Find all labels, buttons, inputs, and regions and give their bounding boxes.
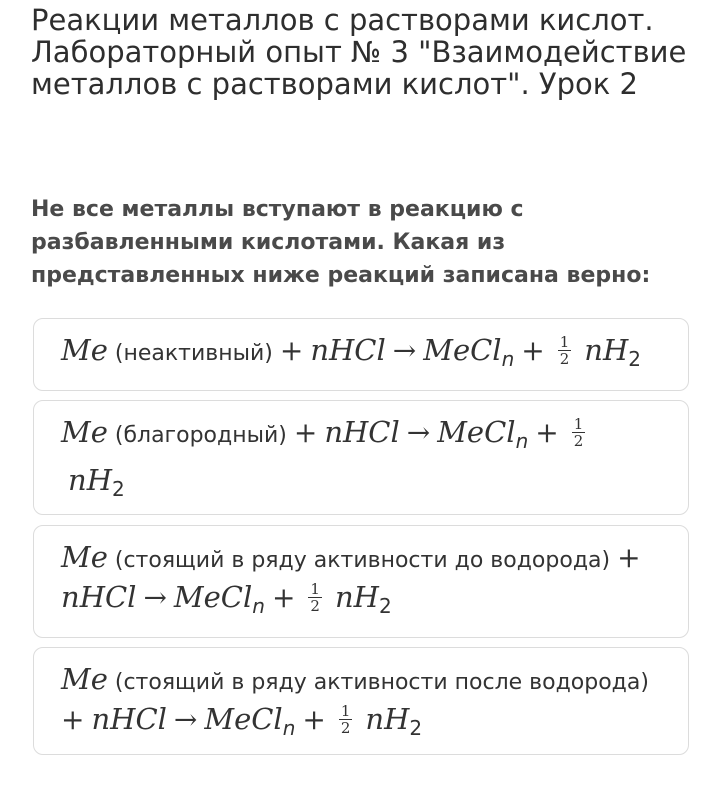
hydrogen-subscript: 2: [111, 477, 125, 501]
coefficient-n: n: [68, 463, 87, 497]
hydrogen-symbol: H: [602, 333, 629, 367]
equation-line: [61, 333, 641, 371]
metal-qualifier: (стоящий в ряду активности после водорода): [114, 670, 649, 695]
salt-subscript: n: [252, 594, 265, 618]
equation-line: [61, 415, 591, 453]
salt-formula: MeCl: [173, 580, 253, 614]
salt-subscript: n: [282, 716, 296, 740]
reaction-arrow: →: [143, 581, 167, 614]
coefficient-n: n: [61, 580, 80, 614]
plus-sign: +: [293, 416, 318, 449]
reaction-arrow: →: [392, 334, 417, 367]
answer-option-3[interactable]: [33, 525, 689, 638]
plus-sign: +: [617, 541, 641, 574]
page-title: Реакции металлов с растворами кислот. Лабораторный опыт № 3 "Взаимодействие металлов с растворами кислот". Урок 2: [31, 3, 687, 101]
answer-option-2[interactable]: [33, 400, 689, 515]
equation-line: [61, 702, 422, 740]
equation-line: [61, 662, 649, 696]
acid-formula: HCl: [79, 580, 137, 614]
equation-line: [61, 580, 392, 618]
hydrogen-subscript: 2: [628, 347, 641, 371]
plus-sign: +: [279, 334, 304, 367]
coefficient-n: n: [324, 415, 343, 449]
plus-sign: +: [302, 703, 326, 736]
acid-formula: HCl: [343, 415, 400, 449]
coefficient-n: n: [310, 333, 330, 367]
hydrogen-subscript: 2: [378, 594, 392, 618]
plus-sign: +: [535, 416, 559, 449]
hydrogen-symbol: H: [353, 580, 379, 614]
acid-formula: HCl: [110, 702, 167, 736]
salt-formula: MeCl: [423, 333, 502, 367]
metal-qualifier: (неактивный): [114, 341, 273, 366]
answer-option-4[interactable]: [33, 647, 689, 755]
metal-symbol: Me: [61, 415, 108, 449]
coefficient-n: n: [334, 580, 354, 614]
hydrogen-subscript: 2: [409, 716, 423, 740]
fraction-one-half: $\frac{1}{2}$: [310, 579, 320, 615]
plus-sign: +: [521, 334, 545, 367]
coefficient-n: n: [584, 333, 603, 367]
plus-sign: +: [271, 581, 296, 614]
metal-symbol: Me: [61, 540, 108, 574]
answer-option-1[interactable]: [33, 318, 689, 391]
acid-formula: HCl: [329, 333, 386, 367]
salt-formula: MeCl: [437, 415, 516, 449]
fraction-one-half: $\frac{1}{2}$: [340, 701, 351, 737]
equation-line: [68, 463, 125, 501]
fraction-one-half: $\frac{1}{2}$: [573, 414, 584, 450]
salt-formula: MeCl: [204, 702, 283, 736]
metal-qualifier: (стоящий в ряду активности до водорода): [114, 548, 611, 573]
salt-subscript: n: [515, 429, 529, 453]
fraction-one-half: $\frac{1}{2}$: [559, 332, 570, 368]
metal-qualifier: (благородный): [114, 423, 287, 448]
coefficient-n: n: [365, 702, 385, 736]
equation-line: [61, 540, 641, 574]
reaction-arrow: →: [173, 703, 198, 736]
question-text: Не все металлы вступают в реакцию с разбавленными кислотами. Какая из представленных ниже реакций записана верно:: [31, 197, 651, 288]
hydrogen-symbol: H: [384, 702, 410, 736]
hydrogen-symbol: H: [86, 463, 112, 497]
metal-symbol: Me: [61, 333, 108, 367]
salt-subscript: n: [501, 347, 515, 371]
reaction-arrow: →: [406, 416, 431, 449]
plus-sign: +: [61, 703, 85, 736]
coefficient-n: n: [91, 702, 111, 736]
metal-symbol: Me: [61, 662, 108, 696]
